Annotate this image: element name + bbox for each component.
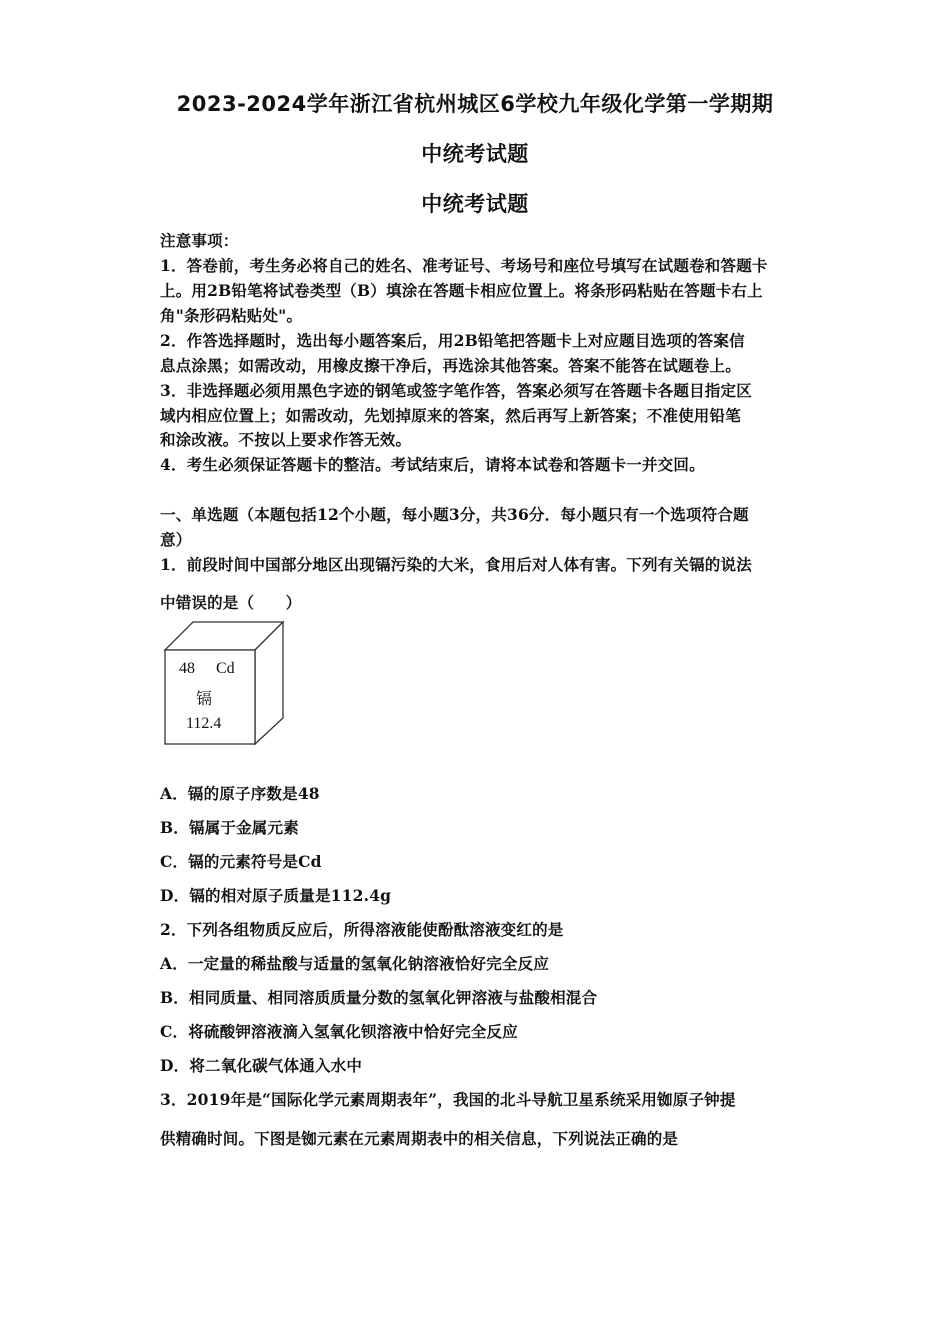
question-3-stem: 3．2019年是“国际化学元素周期表年”，我国的北斗导航卫星系统采用铷原子钟提 (160, 1090, 736, 1109)
section-heading-cont: 意） (160, 530, 192, 549)
element-atomic-mass: 112.4 (186, 715, 222, 732)
notice-line: 2．作答选择题时，选出每小题答案后，用2B铅笔把答题卡上对应题目选项的答案信 (160, 331, 745, 350)
notice-line: 和涂改液。不按以上要求作答无效。 (160, 430, 412, 449)
question-1-option-b: B．镉属于金属元素 (160, 818, 299, 837)
notice-heading: 注意事项： (160, 231, 239, 250)
question-1-stem-cont: 中错误的是（ ） (160, 593, 302, 612)
page-title-line-3: 中统考试题 (421, 192, 529, 216)
page-title-line-2: 中统考试题 (421, 142, 529, 166)
question-1-stem: 1．前段时间中国部分地区出现镉污染的大米，食用后对人体有害。下列有关镉的说法 (160, 555, 752, 574)
question-2-option-d: D．将二氧化碳气体通入水中 (160, 1056, 363, 1075)
notice-line: 息点涂黑；如需改动，用橡皮擦干净后，再选涂其他答案。答案不能答在试题卷上。 (160, 356, 741, 375)
question-2-option-c: C．将硫酸钾溶液滴入氢氧化钡溶液中恰好完全反应 (160, 1022, 518, 1041)
question-1-option-a: A．镉的原子序数是48 (160, 784, 320, 803)
notice-line: 4．考生必须保证答题卡的整洁。考试结束后，请将本试卷和答题卡一并交回。 (160, 455, 705, 474)
question-1-option-c: C．镉的元素符号是Cd (160, 852, 322, 871)
question-1-option-d: D．镉的相对原子质量是112.4g (160, 886, 392, 905)
notice-line: 3．非选择题必须用黑色字迹的钢笔或签字笔作答，答案必须写在答题卡各题目指定区 (160, 381, 752, 400)
notice-line: 域内相应位置上；如需改动，先划掉原来的答案，然后再写上新答案；不准使用铅笔 (160, 406, 741, 425)
page-title-line-1: 2023-2024学年浙江省杭州城区6学校九年级化学第一学期期 (176, 92, 774, 116)
element-symbol: Cd (216, 660, 235, 677)
question-2-option-b: B．相同质量、相同溶质质量分数的氢氧化钾溶液与盐酸相混合 (160, 988, 598, 1007)
notice-line: 1．答卷前，考生务必将自己的姓名、准考证号、考场号和座位号填写在试题卷和答题卡 (160, 256, 768, 275)
notice-line: 角"条形码粘贴处"。 (160, 306, 303, 325)
question-2-stem: 2．下列各组物质反应后，所得溶液能使酚酞溶液变红的是 (160, 920, 564, 939)
question-2-option-a: A．一定量的稀盐酸与适量的氢氧化钠溶液恰好完全反应 (160, 954, 550, 973)
question-3-stem-cont: 供精确时间。下图是铷元素在元素周期表中的相关信息，下列说法正确的是 (160, 1129, 679, 1148)
element-atomic-number: 48 (179, 660, 195, 677)
notice-line: 上。用2B铅笔将试卷类型（B）填涂在答题卡相应位置上。将条形码粘贴在答题卡右上 (160, 281, 763, 300)
section-heading: 一、单选题（本题包括12个小题，每小题3分，共36分．每小题只有一个选项符合题 (160, 505, 749, 524)
element-name: 镉 (196, 691, 213, 708)
